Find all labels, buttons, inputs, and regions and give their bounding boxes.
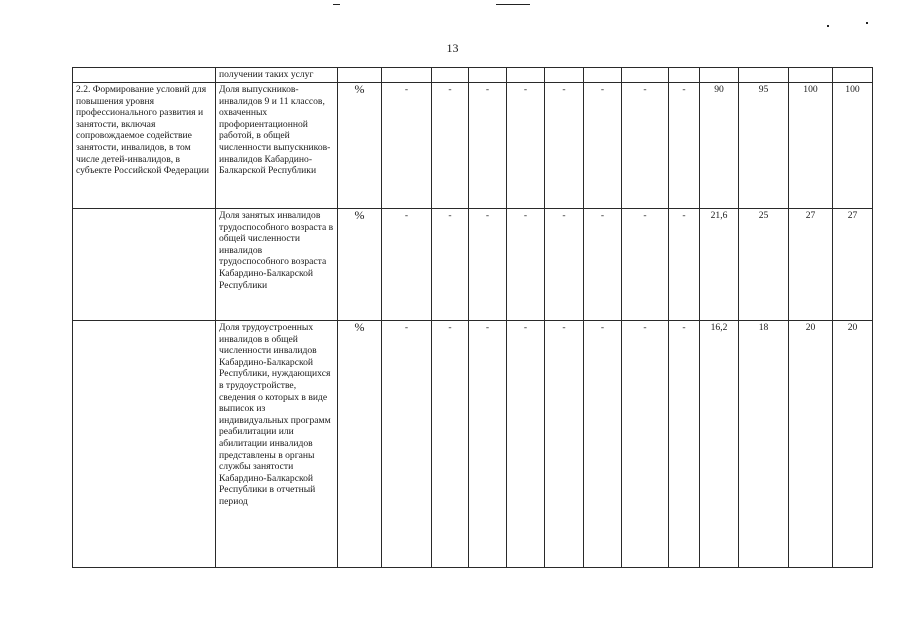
goal-cell	[73, 68, 216, 83]
scan-dot-right-2	[866, 22, 868, 24]
value-cell: -	[669, 83, 700, 209]
value-cell: -	[622, 209, 669, 321]
value-cell: -	[545, 209, 584, 321]
value-cell: 100	[789, 83, 833, 209]
value-cell: -	[382, 209, 432, 321]
value-cell: -	[507, 321, 545, 568]
scan-mark-top-center	[496, 4, 530, 5]
value-cell: -	[584, 321, 622, 568]
value-cell: -	[584, 83, 622, 209]
goal-cell: 2.2. Формирование условий для повышения уровня профессионального развития и занятости, включая сопровождаемое содействие занятости, инвалидов, в том числе детей-инвалидов, в субъекте Российской Федерации	[73, 83, 216, 209]
value-cell: 27	[789, 209, 833, 321]
value-cell: -	[432, 209, 469, 321]
unit-cell: %	[338, 321, 382, 568]
table-row	[73, 209, 873, 321]
goal-cell	[73, 209, 216, 321]
scan-mark-top-left	[333, 4, 340, 5]
value-cell: -	[507, 209, 545, 321]
value-cell: -	[545, 83, 584, 209]
value-cell: -	[622, 83, 669, 209]
value-cell: 21,6	[700, 209, 739, 321]
indicators-table	[72, 67, 873, 568]
value-cell: -	[669, 209, 700, 321]
value-cell: -	[469, 83, 507, 209]
value-cell: 100	[833, 83, 873, 209]
indicator-cell: Доля трудоустроенных инвалидов в общей численности инвалидов Кабардино-Балкарской Республики, нуждающихся в трудоустройстве, сведения о которых в виде выписок из индивидуальных программ реабилитации или абилитации инвалидов представлены в органы службы занятости Кабардино-Балкарской Республики в отчетный период	[216, 321, 338, 568]
table-row	[73, 83, 873, 209]
value-cell: -	[432, 83, 469, 209]
value-cell: -	[469, 209, 507, 321]
value-cell: 27	[833, 209, 873, 321]
value-cell: -	[469, 321, 507, 568]
value-cell: 18	[739, 321, 789, 568]
value-cell: 20	[833, 321, 873, 568]
value-cell: -	[669, 321, 700, 568]
value-cell: -	[382, 321, 432, 568]
value-cell: -	[622, 321, 669, 568]
scan-dot-right	[827, 25, 829, 27]
indicator-cell: Доля занятых инвалидов трудоспособного возраста в общей численности инвалидов трудоспособного возраста Кабардино-Балкарской Республики	[216, 209, 338, 321]
value-cell: 95	[739, 83, 789, 209]
value-cell: -	[432, 321, 469, 568]
value-cell: 20	[789, 321, 833, 568]
unit-cell: %	[338, 209, 382, 321]
goal-cell	[73, 321, 216, 568]
page-number: 13	[446, 41, 459, 55]
value-cell: -	[545, 321, 584, 568]
indicator-cell: получении таких услуг	[216, 68, 338, 83]
indicator-cell: Доля выпускников-инвалидов 9 и 11 классов, охваченных профориентационной работой, в общей численности выпускников-инвалидов Кабардино-Балкарской Республики	[216, 83, 338, 209]
value-cell: 16,2	[700, 321, 739, 568]
value-cell: 25	[739, 209, 789, 321]
unit-cell: %	[338, 83, 382, 209]
value-cell: -	[584, 209, 622, 321]
continuation-row	[73, 68, 873, 83]
table-row	[73, 321, 873, 568]
value-cell: -	[382, 83, 432, 209]
value-cell: -	[507, 83, 545, 209]
value-cell: 90	[700, 83, 739, 209]
